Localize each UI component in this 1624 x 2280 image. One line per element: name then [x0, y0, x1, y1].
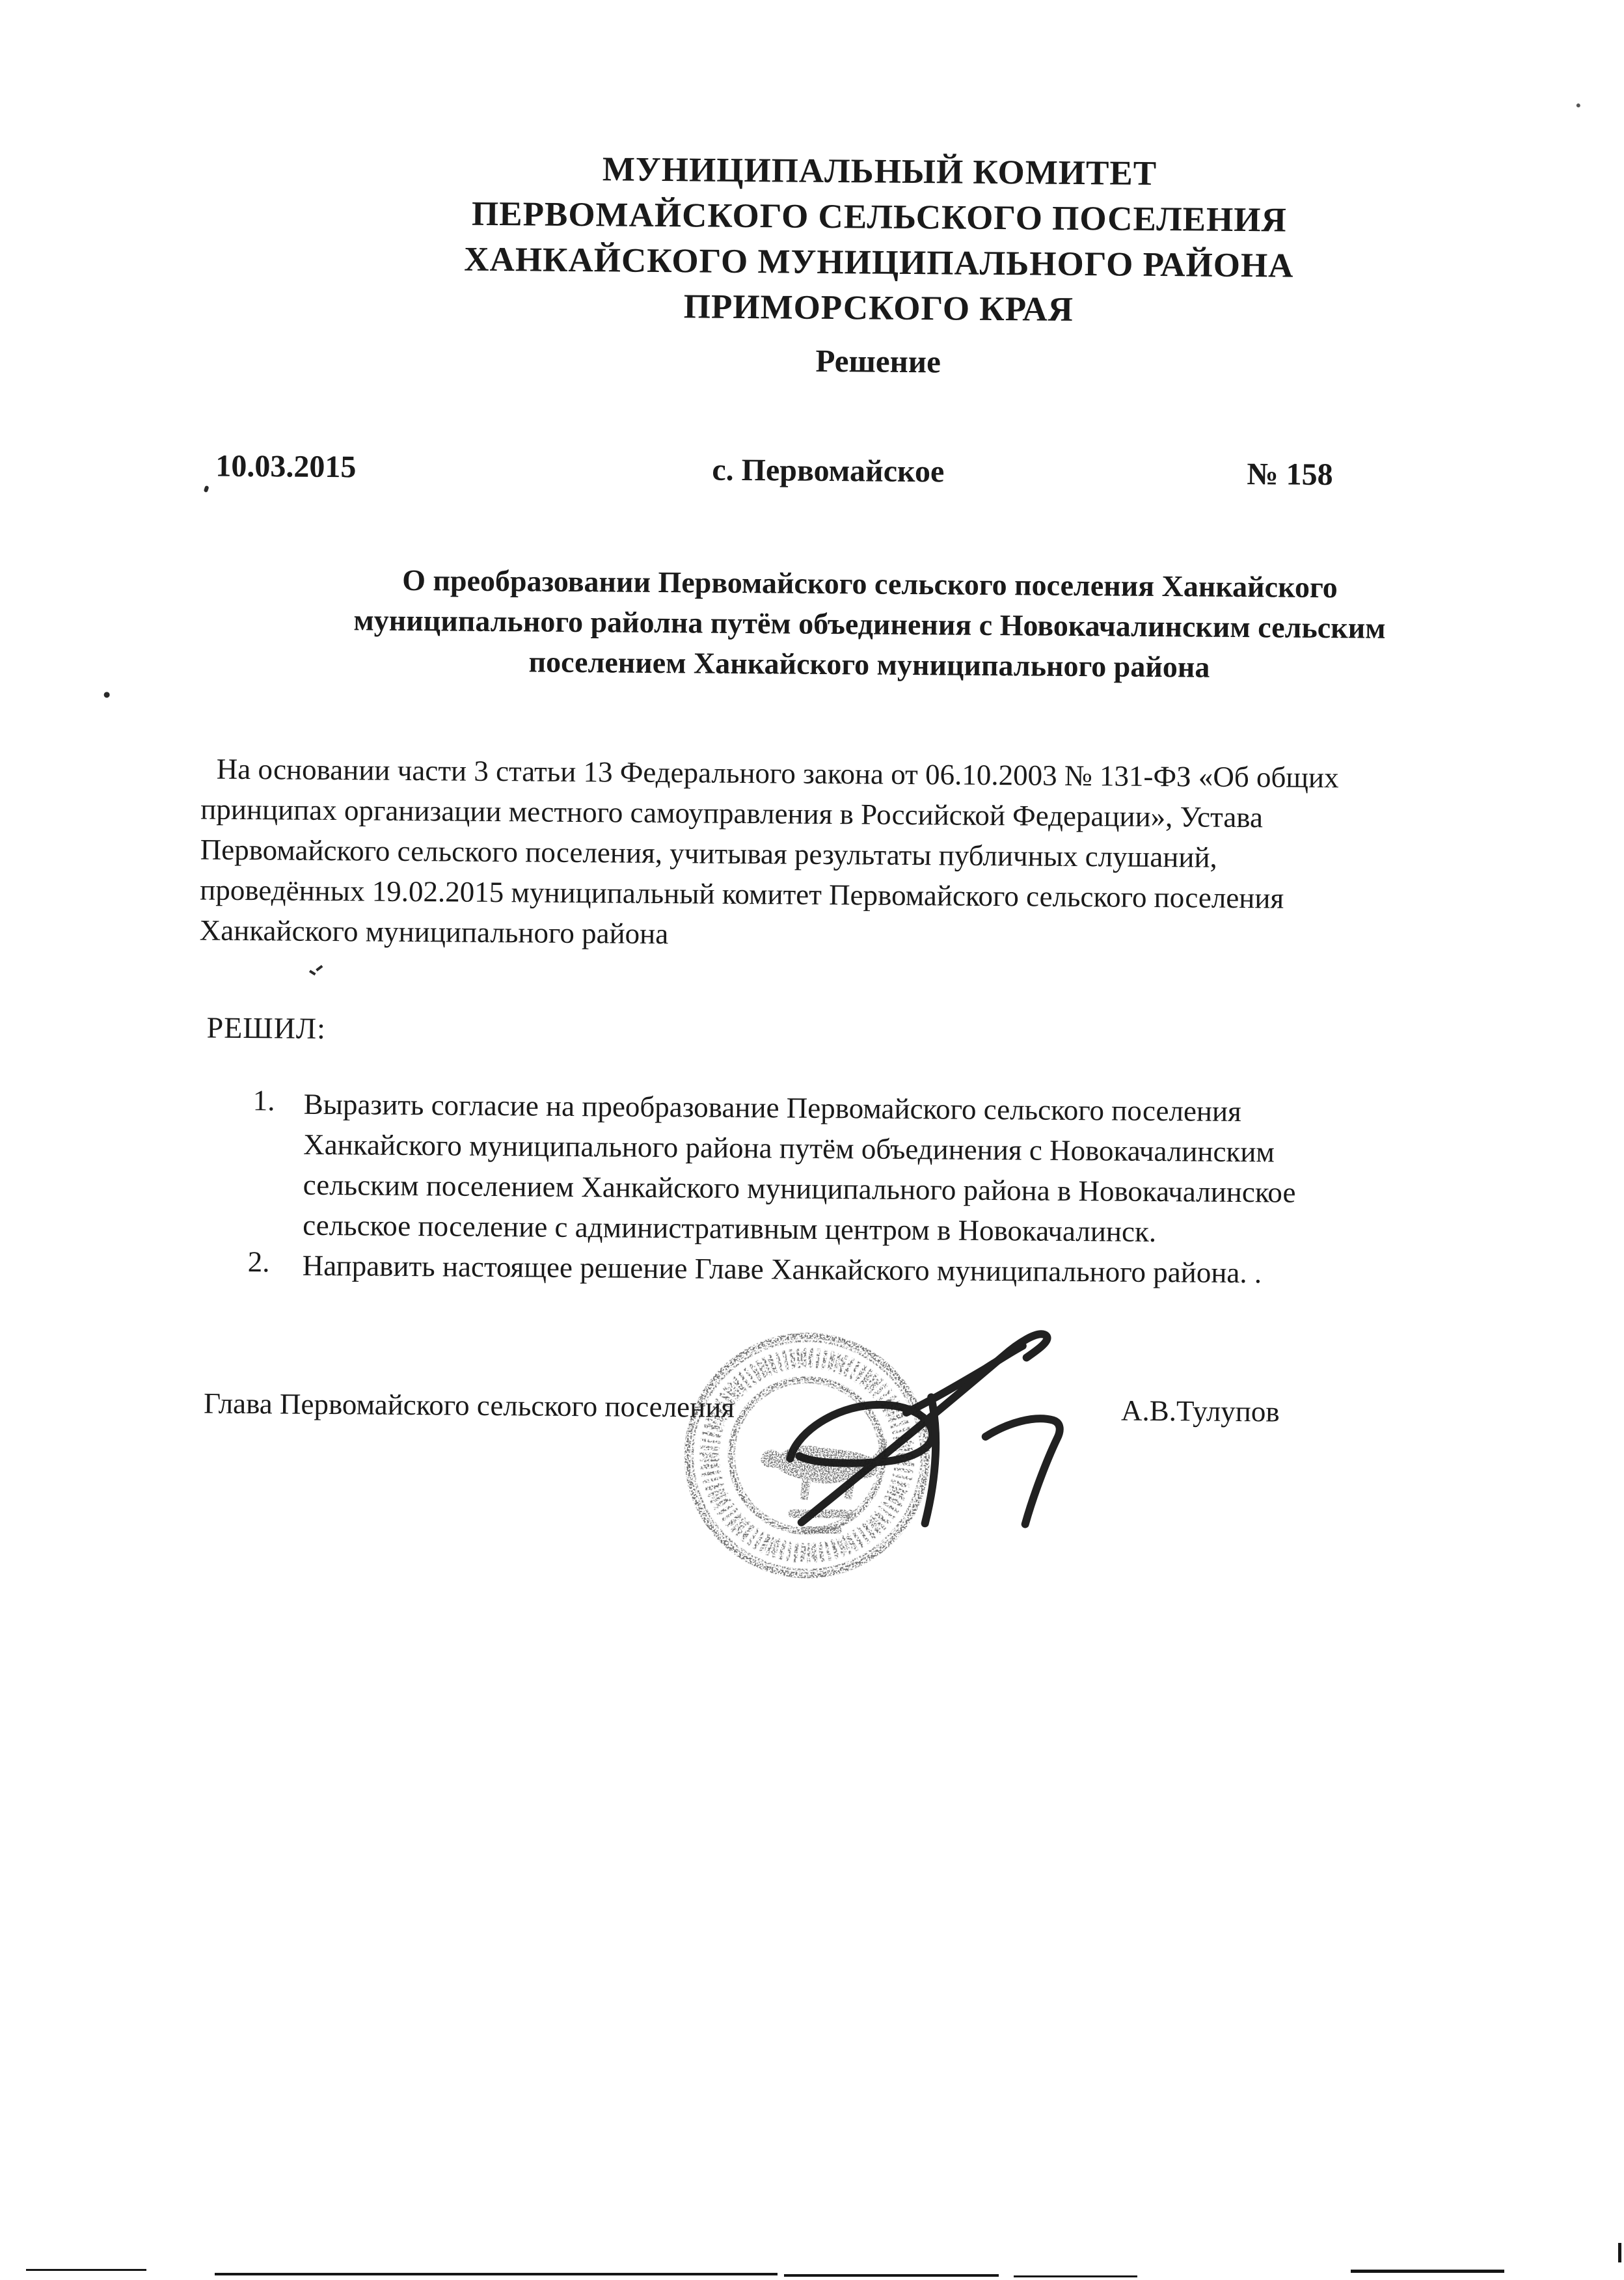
list-item-2-line-1: Направить настоящее решение Главе Ханкайского муниципального района. .: [302, 1249, 1262, 1290]
org-header-line-1: МУНИЦИПАЛЬНЫЙ КОМИТЕТ: [602, 150, 1157, 193]
scan-edge-segment: [26, 2269, 146, 2271]
list-item-1-text: [303, 1084, 1297, 1253]
preamble-line-1: На основании части 3 статьи 13 Федерального закона от 06.10.2003 № 131-ФЗ «Об общих: [216, 752, 1339, 794]
scan-edge-right-tick: [1618, 2243, 1621, 2262]
list-item-2-marker: 2.: [247, 1245, 270, 1279]
doc-date: 10.03.2015: [215, 448, 357, 485]
list-item-1-line-1: Выразить согласие на преобразование Первомайского сельского поселения: [303, 1087, 1241, 1128]
scan-edge-segment: [215, 2273, 778, 2275]
subject-line-2: муниципального райолна путём объединения с Новокачалинским сельским: [353, 603, 1386, 645]
subject-line-3: поселением Ханкайского муниципального района: [528, 645, 1210, 684]
org-header-line-2: ПЕРВОМАЙСКОГО СЕЛЬСКОГО ПОСЕЛЕНИЯ: [471, 195, 1288, 239]
preamble-line-5: Ханкайского муниципального района: [199, 914, 669, 951]
doc-subject: [0, 557, 1624, 691]
preamble-line-3: Первомайского сельского поселения, учитывая результаты публичных слушаний,: [200, 833, 1217, 874]
preamble-line-2: принципах организации местного самоуправления в Российской Федерации», Устава: [200, 793, 1264, 834]
resolved-heading: РЕШИЛ:: [206, 1011, 327, 1045]
signatory-position: Глава Первомайского сельского поселения: [203, 1387, 735, 1424]
org-header: [0, 142, 1624, 337]
scan-artifact-speck: [1577, 103, 1580, 107]
subject-line-1: О преобразовании Первомайского сельского поселения Ханкайского: [402, 563, 1338, 604]
org-header-line-3: ХАНКАЙСКОГО МУНИЦИПАЛЬНОГО РАЙОНА: [464, 240, 1294, 285]
org-header-line-4: ПРИМОРСКОГО КРАЯ: [683, 288, 1074, 329]
scan-artifact-caret-left: [309, 970, 316, 975]
list-item-1-line-3: сельским поселением Ханкайского муниципального района в Новокачалинское: [303, 1168, 1296, 1209]
list-item-2-text: [302, 1245, 1262, 1294]
doc-number: № 158: [1247, 457, 1333, 493]
scan-artifact-dot: [104, 692, 110, 698]
preamble-line-4: проведённых 19.02.2015 муниципальный комитет Первомайского сельского поселения: [200, 873, 1284, 915]
list-item-1-line-2: Ханкайского муниципального района путём объединения с Новокачалинским: [303, 1128, 1275, 1169]
preamble-paragraph: [200, 748, 1509, 960]
list-item-1-line-4: сельское поселение с административным центром в Новокачалинск.: [303, 1208, 1157, 1249]
scan-edge-segment: [784, 2274, 999, 2277]
doc-place: с. Первомайское: [712, 452, 945, 489]
scan-edge-segment: [1351, 2270, 1504, 2273]
list-item-1-marker: 1.: [252, 1084, 275, 1117]
scan-artifact-caret-right: [316, 965, 323, 971]
scan-edge-segment: [1014, 2275, 1137, 2277]
doc-type-label: Решение: [815, 342, 941, 380]
signatory-name: А.В.Тулупов: [1120, 1394, 1280, 1428]
handwritten-signature: [736, 1307, 1167, 1551]
scan-artifact-comma: [204, 485, 210, 493]
